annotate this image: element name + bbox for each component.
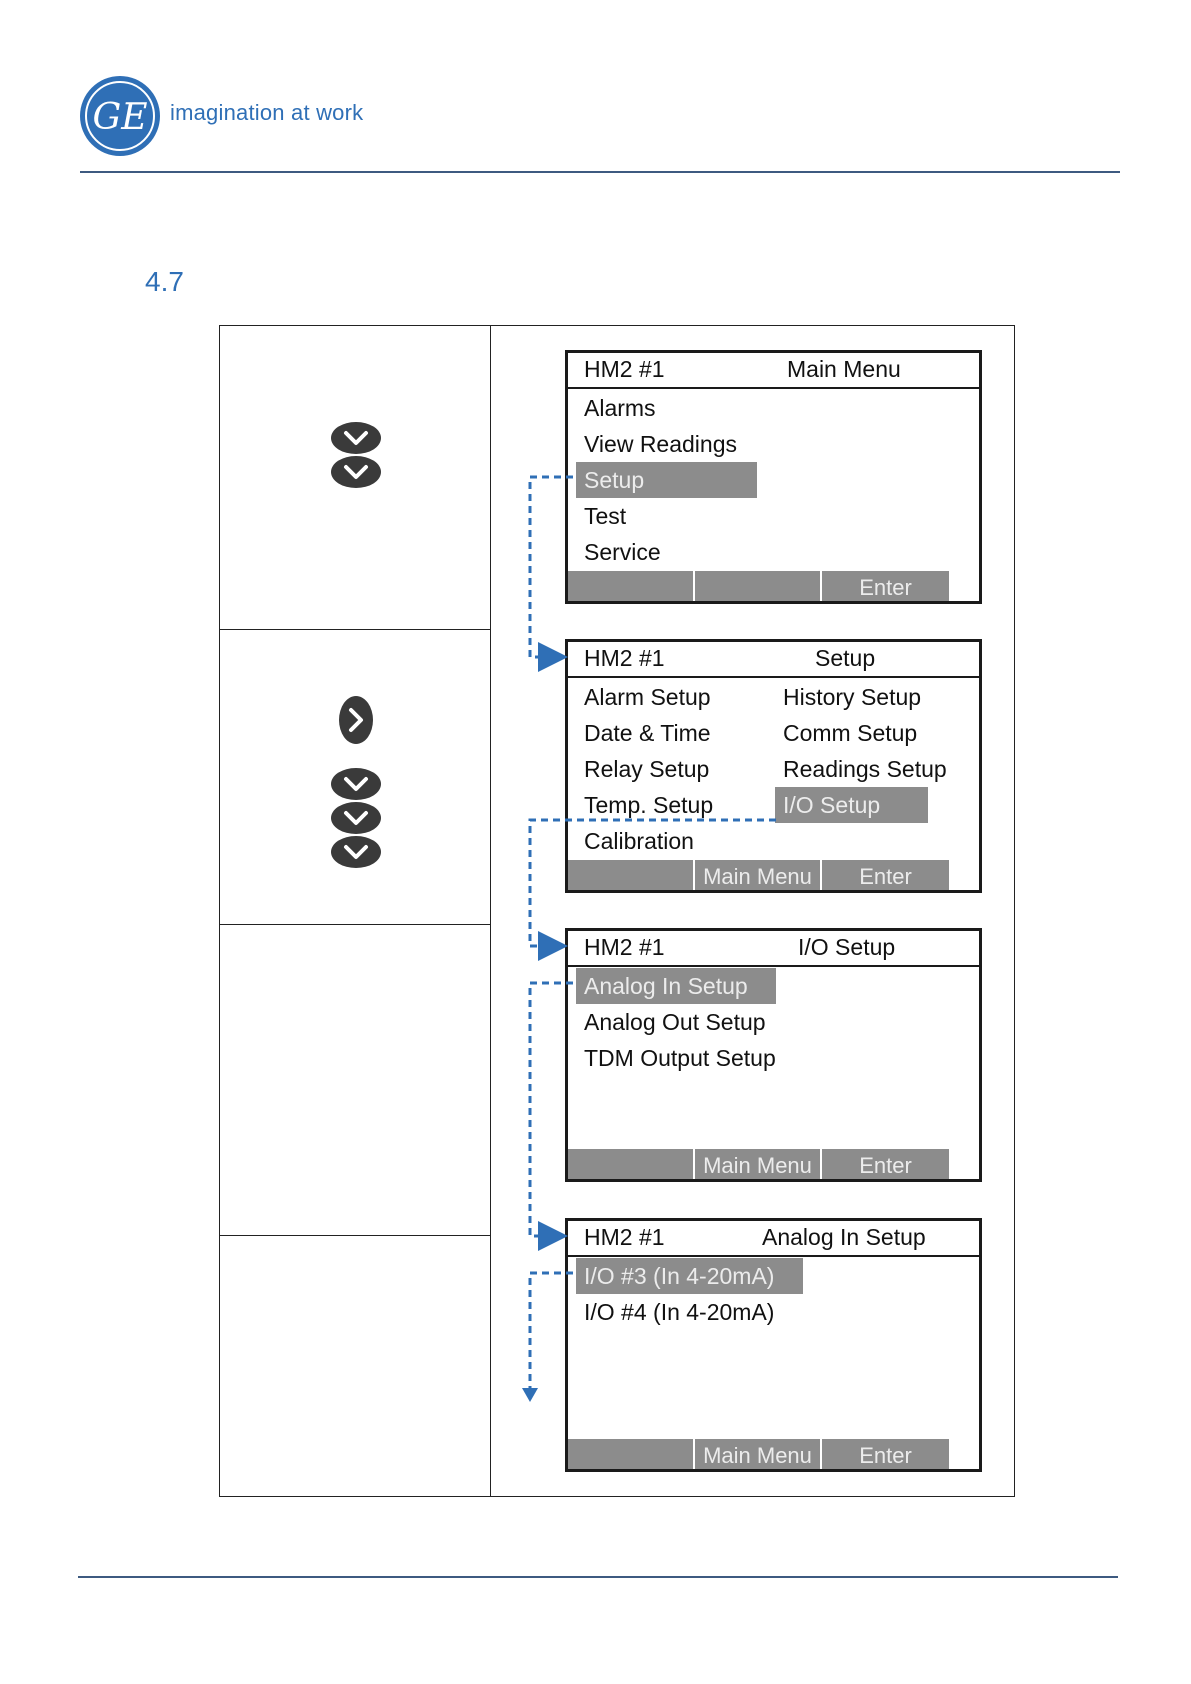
screen-title: Main Menu [787,356,901,382]
menu-item-io-setup-selected[interactable]: I/O Setup [775,787,928,823]
menu-item-comm-setup[interactable]: Comm Setup [783,720,918,746]
screen-title: Setup [815,645,876,671]
softkey-main-menu[interactable]: Main Menu [703,864,812,889]
device-id: HM2 #1 [584,645,665,671]
screen-title-bar [568,931,979,967]
lcd-screen-setup [565,639,982,893]
softkey-enter[interactable]: Enter [859,864,912,889]
column-divider [490,325,491,1497]
tagline: imagination at work [170,100,364,125]
footer-rule [78,1576,1118,1578]
device-id: HM2 #1 [584,356,665,382]
lcd-screen-analog-in-setup [565,1218,982,1472]
row-divider [219,924,491,925]
lcd-screen-main-menu [565,350,982,604]
header-rule [80,171,1120,173]
softkey-enter[interactable]: Enter [859,575,912,600]
menu-item-analog-out-setup[interactable]: Analog Out Setup [584,1009,766,1035]
menu-item-temp-setup[interactable]: Temp. Setup [584,792,714,818]
menu-item-io3-selected[interactable]: I/O #3 (In 4-20mA) [576,1258,803,1294]
menu-item-history-setup[interactable]: History Setup [783,684,922,710]
menu-item-alarm-setup[interactable]: Alarm Setup [584,684,711,710]
device-id: HM2 #1 [584,934,665,960]
chevron-down-icon [330,835,382,869]
screen-title: I/O Setup [798,934,896,960]
menu-item-calibration[interactable]: Calibration [584,828,694,854]
menu-item-tdm-output-setup[interactable]: TDM Output Setup [584,1045,776,1071]
softkey-1[interactable] [568,571,693,604]
menu-item-io4[interactable]: I/O #4 (In 4-20mA) [584,1299,775,1325]
screen-title-bar [568,1221,979,1257]
menu-item-setup-selected[interactable]: Setup [576,462,757,498]
softkey-1[interactable] [568,1149,693,1182]
menu-item-alarms[interactable]: Alarms [584,395,656,421]
menu-item-readings-setup[interactable]: Readings Setup [783,756,947,782]
row-divider [219,629,491,630]
softkey-2[interactable] [695,571,820,604]
menu-item-view-readings[interactable]: View Readings [584,431,738,457]
ge-logo [78,74,162,158]
lcd-screen-io-setup [565,928,982,1182]
menu-item-date-time[interactable]: Date & Time [584,720,711,746]
softkey-main-menu[interactable]: Main Menu [703,1153,812,1178]
chevron-down-icon [330,801,382,835]
logo-text: GE [92,97,148,138]
screen-title-bar [568,353,979,389]
menu-item-service[interactable]: Service [584,539,661,565]
row-divider [219,1235,491,1236]
softkey-1[interactable] [568,860,693,893]
chevron-down-icon [330,767,382,801]
softkey-main-menu[interactable]: Main Menu [703,1443,812,1468]
device-id: HM2 #1 [584,1224,665,1250]
softkey-enter[interactable]: Enter [859,1443,912,1468]
softkey-1[interactable] [568,1439,693,1472]
menu-item-test[interactable]: Test [584,503,627,529]
menu-item-relay-setup[interactable]: Relay Setup [584,756,710,782]
chevron-right-icon [338,695,374,745]
softkey-enter[interactable]: Enter [859,1153,912,1178]
screen-title: Analog In Setup [762,1224,926,1250]
section-number: 4.7 [145,266,184,297]
chevron-down-icon [330,421,382,455]
menu-item-analog-in-setup-selected[interactable]: Analog In Setup [576,968,776,1004]
screen-title-bar [568,642,979,678]
chevron-down-icon [330,455,382,489]
